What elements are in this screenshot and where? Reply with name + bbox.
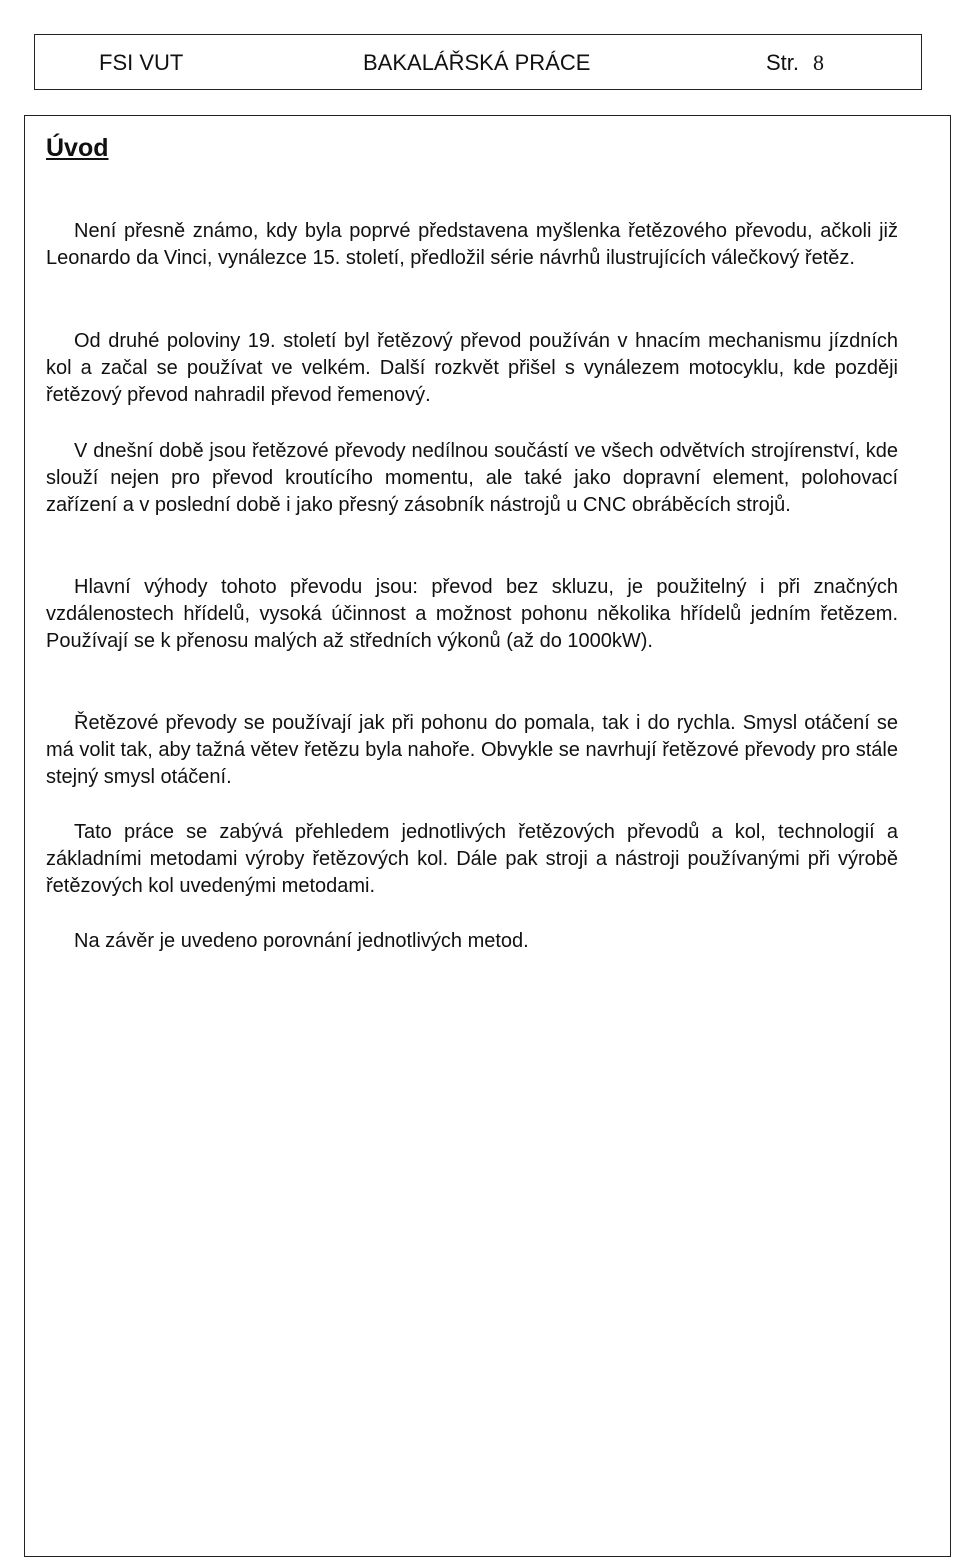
paragraph-2: Od druhé poloviny 19. století byl řetězový převod používán v hnacím mechanismu jízdních kol a začal se používat ve velkém. Další rozkvět přišel s vynálezem motocyklu, kde později řetězový převod nahradil převod řemenový.: [46, 330, 898, 407]
header-school: FSI VUT: [99, 50, 184, 75]
header-page-indicator: [766, 50, 824, 76]
header-page-label: Str.: [766, 50, 800, 75]
paragraph-6: Tato práce se zabývá přehledem jednotlivých řetězových převodů a kol, technologií a základními metodami výroby řetězových kol. Dále pak stroji a nástroji používanými při výrobě řetězových kol uvedenými metodami.: [46, 821, 898, 898]
paragraph-7: Na závěr je uvedeno porovnání jednotlivých metod.: [74, 930, 529, 952]
paragraph-3: V dnešní době jsou řetězové převody nedílnou součástí ve všech odvětvích strojírenství, kde slouží nejen pro převod kroutícího momentu, ale také jako dopravní element, polohovací zařízení a v poslední době i jako přesný zásobník nástrojů u CNC obráběcích strojů.: [46, 440, 898, 517]
paragraph-4: Hlavní výhody tohoto převodu jsou: převod bez skluzu, je použitelný i při značných vzdálenostech hřídelů, vysoká účinnost a možnost pohonu několika hřídelů jedním řetězem. Používají se k přenosu malých až středních výkonů (až do 1000kW).: [46, 576, 898, 653]
header-page-number: 8: [813, 50, 825, 75]
section-title: Úvod: [46, 134, 109, 162]
page-header: [34, 34, 922, 90]
paragraph-1: Není přesně známo, kdy byla poprvé představena myšlenka řetězového převodu, ačkoli již Leonardo da Vinci, vynálezce 15. století, předložil série návrhů ilustrujících válečkový řetěz.: [46, 220, 898, 270]
paragraph-5: Řetězové převody se používají jak při pohonu do pomala, tak i do rychla. Smysl otáčení se má volit tak, aby tažná větev řetězu byla nahoře. Obvykle se navrhují řetězové převody pro stále stejný smysl otáčení.: [46, 712, 898, 789]
header-document-type: BAKALÁŘSKÁ PRÁCE: [363, 50, 591, 75]
